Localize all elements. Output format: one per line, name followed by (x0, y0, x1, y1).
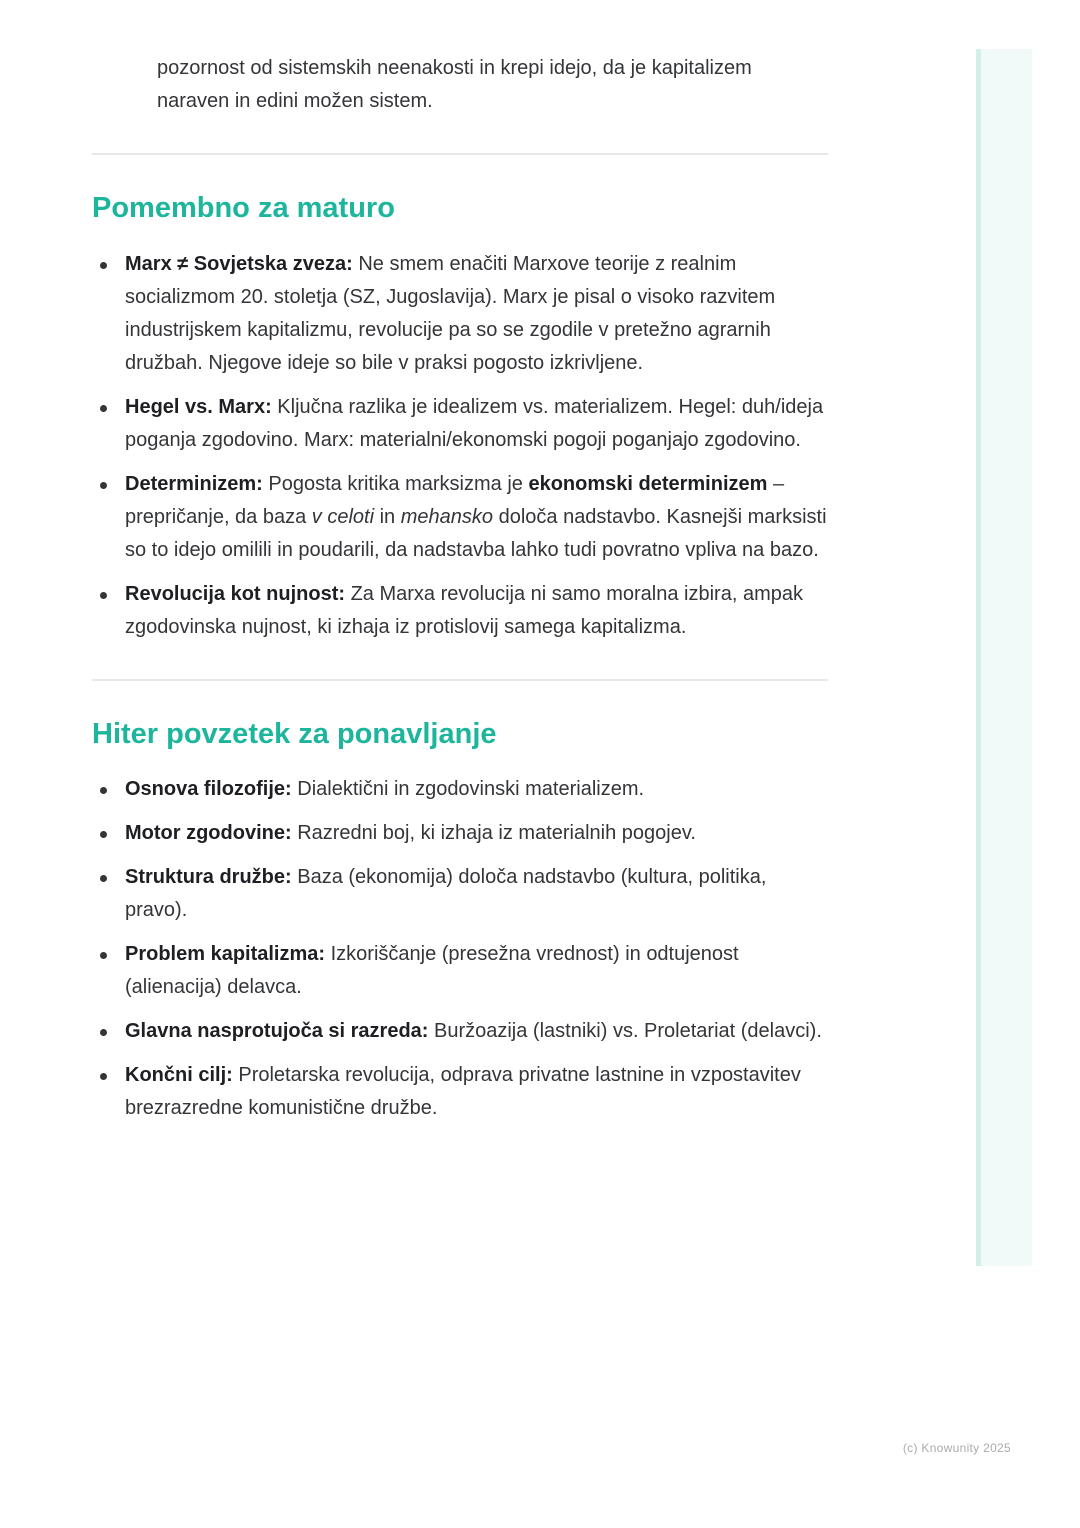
list-item (92, 938, 828, 1004)
bullet-icon (100, 1029, 107, 1036)
list-item (92, 1059, 828, 1125)
bullet-icon (100, 592, 107, 599)
bullet-icon (100, 831, 107, 838)
item-text: Razredni boj, ki izhaja iz materialnih pogojev. (291, 822, 696, 844)
copyright-footer: (c) Knowunity 2025 (902, 1441, 1011, 1455)
item-text: Ključna razlika je idealizem vs. materializem. Hegel: duh/ideja poganja zgodovino. Marx: materialni/ekonomski pogoji poganjajo zgodovino. (125, 396, 824, 451)
list-item (92, 248, 828, 380)
section-divider (92, 679, 828, 681)
list-item (92, 773, 828, 806)
item-term: Motor zgodovine: (125, 822, 292, 844)
section-title-summary: Hiter povzetek za ponavljanje (92, 718, 497, 750)
item-text: – prepričanje, da baza (125, 473, 785, 528)
item-text: Proletarska revolucija, odprava privatne lastnine in vzpostavitev brezrazredne komunistične družbe. (125, 1064, 801, 1119)
item-term: Hegel vs. Marx: (125, 396, 272, 418)
item-term: Struktura družbe: (125, 866, 292, 888)
bullet-icon (100, 262, 107, 269)
list-item (92, 817, 828, 850)
section-divider (92, 153, 828, 155)
list-item (92, 468, 828, 567)
item-text: Izkoriščanje (presežna vrednost) in odtujenost (alienacija) delavca. (125, 943, 739, 998)
bullet-icon (100, 405, 107, 412)
summary-list (92, 773, 828, 1125)
item-text: Buržoazija (lastniki) vs. Proletariat (delavci). (428, 1020, 822, 1042)
item-text: Ne smem enačiti Marxove teorije z realnim socializmom 20. stoletja (SZ, Jugoslavija). Marx je pisal o visoko razvitem industrijskem kapitalizmu, revolucije pa so se zgodile v pretežno agrarnih družbah. Njegove ideje so bile v praksi pogosto izkrivljene. (125, 253, 776, 374)
item-italic: v celoti (311, 506, 375, 528)
bullet-icon (100, 482, 107, 489)
section-title-matura: Pomembno za maturo (92, 192, 395, 224)
item-text: določa nadstavbo. Kasnejši marksisti so to idejo omilili in poudarili, da nadstavba lahko tudi povratno vpliva na bazo. (125, 506, 827, 561)
item-text: Dialektični in zgodovinski materializem. (291, 778, 645, 800)
item-term: Glavna nasprotujoča si razreda: (125, 1020, 429, 1042)
document-content (92, 52, 828, 1125)
list-item (92, 578, 828, 644)
item-text: Za Marxa revolucija ni samo moralna izbira, ampak zgodovinska nujnost, ki izhaja iz protislovij samega kapitalizma. (125, 583, 803, 638)
item-term: Osnova filozofije: (125, 778, 292, 800)
side-panel (976, 49, 1032, 1266)
item-italic: mehansko (400, 506, 494, 528)
list-item (92, 861, 828, 927)
item-text: Pogosta kritika marksizma je (262, 473, 529, 495)
matura-list (92, 248, 828, 644)
continued-paragraph: pozornost od sistemskih neenakosti in krepi idejo, da je kapitalizem naraven in edini možen sistem. (157, 57, 752, 112)
item-term: Končni cilj: (125, 1064, 233, 1086)
item-text: in (374, 506, 401, 528)
bullet-icon (100, 787, 107, 794)
item-term: Problem kapitalizma: (125, 943, 326, 965)
item-term: Revolucija kot nujnost: (125, 583, 346, 605)
bullet-icon (100, 875, 107, 882)
item-emphasis: ekonomski determinizem (528, 473, 768, 495)
item-term: Determinizem: (125, 473, 263, 495)
list-item (92, 1015, 828, 1048)
item-term: Marx ≠ Sovjetska zveza: (125, 253, 353, 275)
list-item (92, 391, 828, 457)
item-text: Baza (ekonomija) določa nadstavbo (kultura, politika, pravo). (125, 866, 767, 921)
bullet-icon (100, 952, 107, 959)
bullet-icon (100, 1073, 107, 1080)
